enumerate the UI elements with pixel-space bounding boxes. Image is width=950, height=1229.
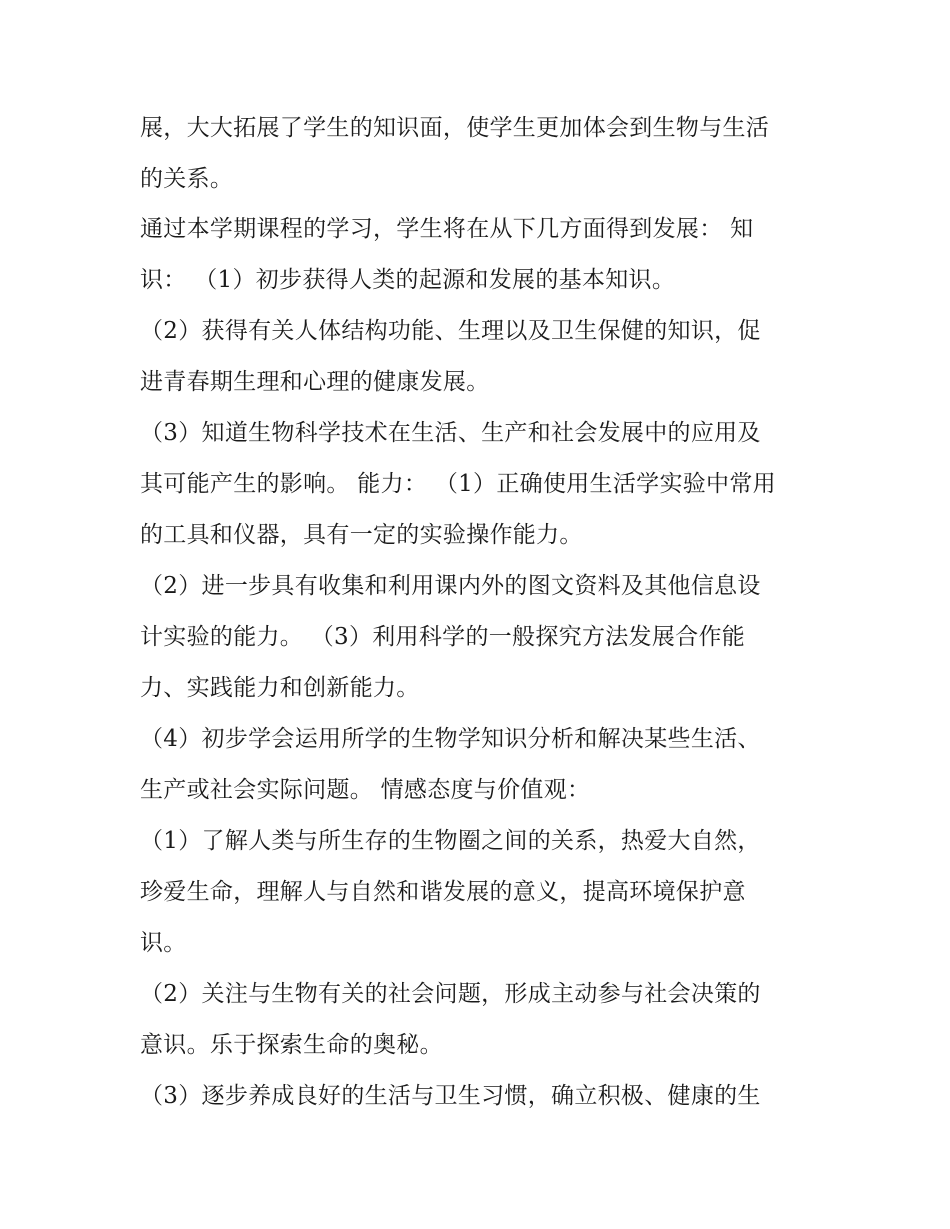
text-line: （4）初步学会运用所学的生物学知识分析和解决某些生活、: [140, 726, 761, 752]
text-line: 力、实践能力和创新能力。: [140, 675, 420, 701]
text-line: 通过本学期课程的学习，学生将在从下几方面得到发展： 知: [140, 216, 754, 242]
text-line: （2）获得有关人体结构功能、生理以及卫生保健的知识，促: [140, 318, 761, 344]
text-line: 其可能产生的影响。 能力： （1）正确使用生活学实验中常用: [140, 471, 776, 497]
text-line: 生产或社会实际问题。 情感态度与价值观：: [140, 777, 591, 803]
text-line: 展，大大拓展了学生的知识面，使学生更加体会到生物与生活: [140, 115, 770, 141]
text-line: （2）关注与生物有关的社会问题，形成主动参与社会决策的: [140, 981, 761, 1007]
text-line: 珍爱生命，理解人与自然和谐发展的意义，提高环境保护意: [140, 879, 746, 905]
text-line: （3）逐步养成良好的生活与卫生习惯，确立积极、健康的生: [140, 1083, 761, 1109]
text-line: （1）了解人类与所生存的生物圈之间的关系，热爱大自然，: [140, 828, 761, 854]
text-line: （2）进一步具有收集和利用课内外的图文资料及其他信息设: [140, 573, 761, 599]
text-line: 的工具和仪器，具有一定的实验操作能力。: [140, 522, 583, 548]
text-line: 计实验的能力。 （3）利用科学的一般探究方法发展合作能: [140, 624, 746, 650]
text-line: 的关系。: [140, 166, 234, 192]
text-line: 意识。乐于探索生命的奥秘。: [140, 1032, 443, 1058]
text-line: 进青春期生理和心理的健康发展。: [140, 369, 490, 395]
text-line: 识： （1）初步获得人类的起源和发展的基本知识。: [140, 267, 676, 293]
text-line: （3）知道生物科学技术在生活、生产和社会发展中的应用及: [140, 420, 761, 446]
text-line: 识。: [140, 930, 187, 956]
